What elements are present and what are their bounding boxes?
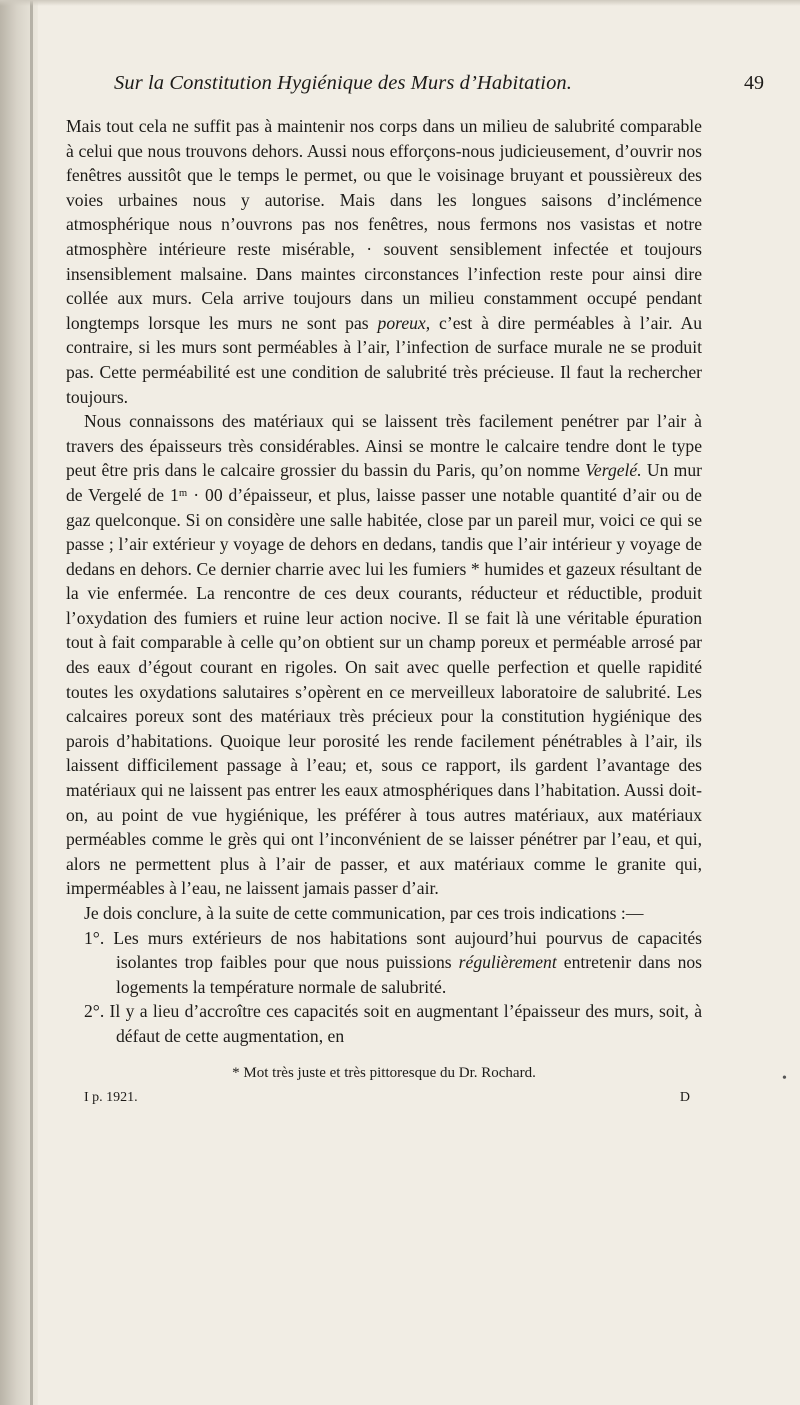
running-head [66, 72, 780, 100]
list-item-1-start: 1°. Les murs extérieurs de nos habitations sont aujourd’hui pourvus de capacités isolantes trop faibles pour que nous puissions [84, 927, 702, 973]
signature-mark: I p. 1921. [84, 1089, 138, 1105]
paragraph-1-text: Mais tout cela ne suffit pas à maintenir nos corps dans un milieu de salubrité comparable à celui que nous trouvons dehors. Aussi nous efforçons-nous judicieusement, d’ouvrir nos fenêtres aussitôt que le temps le permet, ou que le voisinage bruyant et poussièreux des voies urbaines nous y autorise. Mais dans les longues saisons d’inclémence atmosphérique nous n’ouvrons pas nos fenêtres, nous fermons nos vasistas et notre atmosphère intérieure reste misérable, · souvent sensiblement infectée et toujours insensiblement malsaine. Dans maintes circonstances l’infection reste pour ainsi dire collée aux murs. Cela arrive toujours dans un milieu constamment occupé pendant longtemps lorsque les murs ne sont pas [66, 116, 702, 333]
list-item-1-emphasis: régulièrement [458, 952, 557, 973]
footnote: * Mot très juste et très pittoresque du Dr. Rochard. [232, 1064, 536, 1081]
signature-letter: D [679, 1089, 690, 1105]
page-number: 49 [744, 72, 764, 94]
book-page [66, 72, 780, 1112]
paragraph-1-emphasis: poreux, [377, 312, 431, 333]
body-text [66, 114, 702, 1049]
list-item-2: 2°. Il y a lieu d’accroître ces capacités soit en augmentant l’épaisseur des murs, soit, à défaut de cette augmentation, en [84, 1001, 702, 1046]
paragraph-2-end: Un mur de Vergelé de 1ᵐ · 00 d’épaisseur, et plus, laisse passer une notable quantité d’air ou de gaz quelconque. Si on considère une salle habitée, close par un pareil mur, voici ce qui se passe ; l’air extérieur y voyage de dehors en dedans, tandis que l’air intérieur y voyage de dedans en dehors. Ce dernier charrie avec lui les fumiers * humides et gazeux résultant de la vie enfermée. La rencontre de ces deux courants, réducteur et réductible, produit l’oxydation des fumiers et ruine leur action nocive. Il se fait là une véritable épuration tout à fait comparable à celle qu’on obtient sur un champ poreux et perméable arrosé par des eaux d’égout courant en rigoles. On sait avec quelle perfection et quelle rapidité toutes les oxydations salutaires s’opèrent en ce merveilleux laboratoire de salubrité. Les calcaires poreux sont des matériaux très précieux pour la constitution hygiénique des parois d’habitations. Quoique leur porosité les rende facilement pénétrables à l’air, ils laissent difficilement passage à l’eau; et, sous ce rapport, ils gardent l’avantage des matériaux qui ne laissent pas entrer les eaux atmosphériques dans l’habitation. Aussi doit-on, au point de vue hygiénique, les préférer à tous autres matériaux, aux matériaux perméables comme le grès qui ont l’inconvénient de se laisser pénétrer par l’eau, et qui, alors ne permettent plus à l’air de passer, et aux matériaux comme le granite qui, imperméables à l’eau, ne laissent jamais passer d’air. [66, 460, 702, 899]
binding-line [30, 0, 33, 1405]
running-title: Sur la Constitution Hygiénique des Murs d’Habitation. [114, 72, 572, 94]
paragraph-2-emphasis: Vergelé. [585, 460, 642, 481]
paragraph-3: Je dois conclure, à la suite de cette communication, par ces trois indications :— [84, 903, 644, 923]
paragraph-2-start: Nous connaissons des matériaux qui se laissent très facilement penétrer par l’air à travers des épaisseurs très considérables. Ainsi se montre le calcaire tendre dont le type peut être pris dans le calcaire grossier du bassin du Paris, qu’on nomme [66, 411, 702, 481]
page-top-edge [0, 0, 800, 6]
paragraph-2 [66, 409, 702, 901]
paragraph-1 [66, 114, 702, 409]
margin-dot: • [782, 1071, 787, 1086]
list-item-1-end: entretenir dans nos logements la température normale de salubrité. [116, 952, 703, 997]
paragraph-1-end: c’est à dire perméables à l’air. Au contraire, si les murs sont perméables à l’air, l’infection de surface murale ne se produit pas. Cette perméabilité est une condition de salubrité très précieuse. Il faut la rechercher toujours. [66, 312, 702, 407]
printer-signature [66, 1090, 702, 1112]
list-item-1 [66, 926, 702, 1000]
